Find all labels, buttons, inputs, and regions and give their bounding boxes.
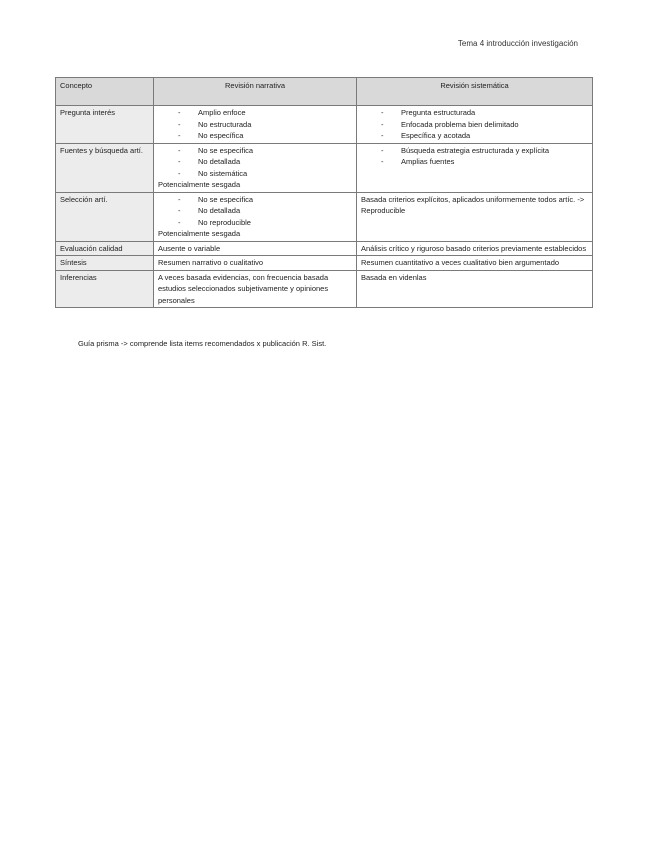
concept-cell: Evaluación calidad xyxy=(56,241,154,256)
list-item: - No se especifica xyxy=(178,145,254,155)
concept-cell: Fuentes y búsqueda artí. xyxy=(56,143,154,192)
table-row xyxy=(56,256,593,271)
cell-text: Basada en videnlas xyxy=(361,272,427,282)
list-item: - No reproducible xyxy=(178,217,251,227)
narrative-cell xyxy=(154,241,357,256)
narrative-cell xyxy=(154,192,357,241)
bullet-list xyxy=(158,145,352,180)
column-header-narrative: Revisión narrativa xyxy=(154,78,357,106)
column-header-systematic: Revisión sistemática xyxy=(357,78,593,106)
cell-text: Resumen narrativo o cualitativo xyxy=(158,258,264,267)
list-item: - Amplio enfoce xyxy=(178,108,246,117)
cell-text: Resumen cuantitativo a veces cualitativo bien argumentado xyxy=(361,258,560,267)
narrative-cell xyxy=(154,143,357,192)
list-item: - No se especifica xyxy=(178,194,254,204)
systematic-cell xyxy=(357,106,593,144)
narrative-cell xyxy=(154,270,357,308)
concept-cell: Síntesis xyxy=(56,256,154,271)
bullet-list xyxy=(361,145,588,168)
cell-text: Análisis crítico y riguroso basado criterios previamente establecidos xyxy=(361,243,587,253)
table-row xyxy=(56,241,593,256)
cell-text: Ausente o variable xyxy=(158,243,221,253)
list-item: - No detallada xyxy=(178,157,241,166)
table-row xyxy=(56,143,593,192)
bullet-list xyxy=(158,107,352,142)
cell-text: Basada criterios explícitos, aplicados uniformemente todos artíc. -> Reproducible xyxy=(361,194,585,215)
list-item: - No detallada xyxy=(178,206,241,215)
list-item: - No específica xyxy=(178,131,244,140)
footnote: Guía prisma -> comprende lista items recomendados x publicación R. Sist. xyxy=(78,339,327,348)
list-item: - Enfocada problema bien delimitado xyxy=(381,119,519,129)
cell-note: Potencialmente sesgada xyxy=(158,229,241,238)
cell-note: Potencialmente sesgada xyxy=(158,180,241,189)
cell-text: A veces basada evidencias, con frecuencia basada estudios seleccionados subjetivamente y opiniones personales xyxy=(158,272,329,305)
list-item: - No sistemática xyxy=(178,168,248,178)
systematic-cell xyxy=(357,270,593,308)
page-header: Tema 4 introducción investigación xyxy=(457,39,578,48)
bullet-list xyxy=(361,107,588,142)
list-item: - Específica y acotada xyxy=(381,131,471,140)
concept-cell: Pregunta interés xyxy=(56,106,154,144)
concept-cell: Inferencias xyxy=(56,270,154,308)
list-item: - Amplias fuentes xyxy=(381,157,455,166)
comparison-table xyxy=(55,77,593,308)
table-header-row xyxy=(56,78,593,106)
systematic-cell xyxy=(357,241,593,256)
bullet-list xyxy=(158,194,352,229)
narrative-cell xyxy=(154,106,357,144)
list-item: - No estructurada xyxy=(178,119,252,129)
list-item: - Búsqueda estrategia estructurada y explícita xyxy=(381,145,550,155)
table-row xyxy=(56,106,593,144)
concept-cell: Selección artí. xyxy=(56,192,154,241)
systematic-cell xyxy=(357,143,593,192)
list-item: - Pregunta estructurada xyxy=(381,108,476,117)
systematic-cell xyxy=(357,192,593,241)
narrative-cell xyxy=(154,256,357,271)
table-row xyxy=(56,192,593,241)
column-header-concept: Concepto xyxy=(56,78,154,106)
table-row xyxy=(56,270,593,308)
systematic-cell xyxy=(357,256,593,271)
